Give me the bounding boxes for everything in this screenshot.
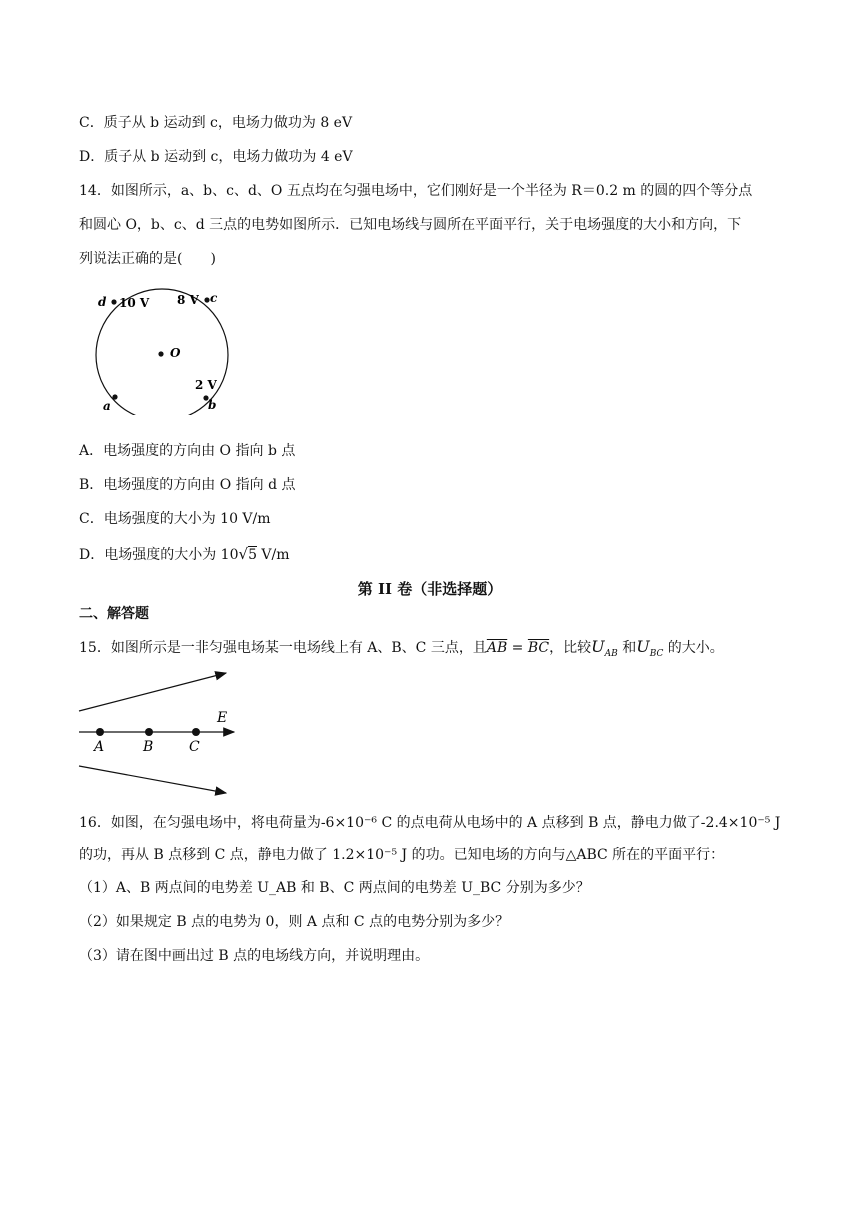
label-b: b (208, 398, 217, 412)
q16-sub3: （3）请在图中画出过 B 点的电场线方向，并说明理由。 (79, 948, 430, 964)
label-b: B (143, 739, 154, 755)
label-e: E (217, 710, 228, 726)
q13-option-c: C．质子从 b 运动到 c，电场力做功为 8 eV (79, 115, 353, 131)
label-c-potential: 8 V (177, 293, 199, 307)
q15-u-bc-sub: BC (649, 648, 664, 659)
q16-sub2: （2）如果规定 B 点的电势为 0，则 A 点和 C 点的电势分别为多少？ (79, 914, 510, 930)
q15-mid: ，比较 (549, 640, 592, 656)
q15-u-ab: U (591, 637, 605, 656)
q15-eq: = (507, 640, 528, 656)
label-c: C (189, 739, 200, 755)
point-d-dot (111, 299, 116, 304)
q14-stem-line1: 14．如图所示，a、b、c、d、O 五点均在匀强电场中，它们刚好是一个半径为 R＝0.2 m 的圆的四个等分点 (79, 183, 753, 199)
point-a-dot (96, 728, 104, 736)
point-b-dot (145, 728, 153, 736)
q14-option-c: C．电场强度的大小为 10 V/m (79, 511, 271, 527)
section-title: 第 II 卷（非选择题） (357, 580, 503, 598)
point-c-dot (204, 297, 209, 302)
q14-circle-figure (88, 285, 238, 415)
q15-ab-overline: $\overline{AB}$ (486, 640, 508, 656)
q16-sub1: （1）A、B 两点间的电势差 U_AB 和 B、C 两点间的电势差 U_BC 分别为多少？ (79, 880, 590, 896)
label-d-potential: 10 V (119, 296, 150, 310)
q14-option-d-radicand: 5 (248, 547, 257, 563)
q14-option-d-prefix: D．电场强度的大小为 10 (79, 547, 239, 563)
q14-option-b: B．电场强度的方向由 O 指向 d 点 (79, 477, 296, 493)
point-a-dot (112, 394, 117, 399)
q15-stem (79, 637, 724, 659)
q13-option-d: D．质子从 b 运动到 c，电场力做功为 4 eV (79, 149, 353, 165)
q15-u-ab-sub: AB (604, 648, 618, 659)
point-o-dot (158, 351, 163, 356)
label-o: O (170, 346, 181, 360)
label-c: c (210, 291, 218, 305)
q16-stem-line2: 的功，再从 B 点移到 C 点，静电力做了 1.2×10⁻⁵ J 的功。已知电场的方向与△ABC 所在的平面平行： (79, 847, 725, 863)
upper-field-line (79, 673, 226, 711)
q15-and: 和 (617, 640, 637, 656)
q15-prefix: 15．如图所示是一非匀强电场某一电场线上有 A、B、C 三点，且 (79, 640, 487, 656)
q15-bc-overline: $\overline{BC}$ (527, 640, 550, 656)
sqrt-symbol: √ (238, 545, 249, 563)
q14-option-a: A．电场强度的方向由 O 指向 b 点 (79, 443, 296, 459)
q15-suffix: 的大小。 (663, 640, 724, 656)
label-d: d (98, 295, 107, 309)
q15-field-line-figure (76, 665, 241, 800)
label-a: A (94, 739, 105, 755)
point-c-dot (192, 728, 200, 736)
q15-u-bc: U (636, 637, 650, 656)
section-subtitle: 二、解答题 (79, 606, 149, 622)
q14-option-d-suffix: V/m (256, 547, 290, 563)
lower-field-line (79, 766, 226, 793)
q14-stem-line3: 列说法正确的是( ) (79, 251, 216, 267)
label-b-potential: 2 V (195, 378, 217, 392)
label-a: a (103, 399, 111, 413)
q14-option-d (79, 544, 290, 564)
q14-stem-line2: 和圆心 O，b、c、d 三点的电势如图所示．已知电场线与圆所在平面平行，关于电场强度的大小和方向，下 (79, 217, 742, 233)
q16-stem-line1: 16．如图，在匀强电场中，将电荷量为-6×10⁻⁶ C 的点电荷从电场中的 A 点移到 B 点，静电力做了-2.4×10⁻⁵ J (79, 815, 781, 831)
